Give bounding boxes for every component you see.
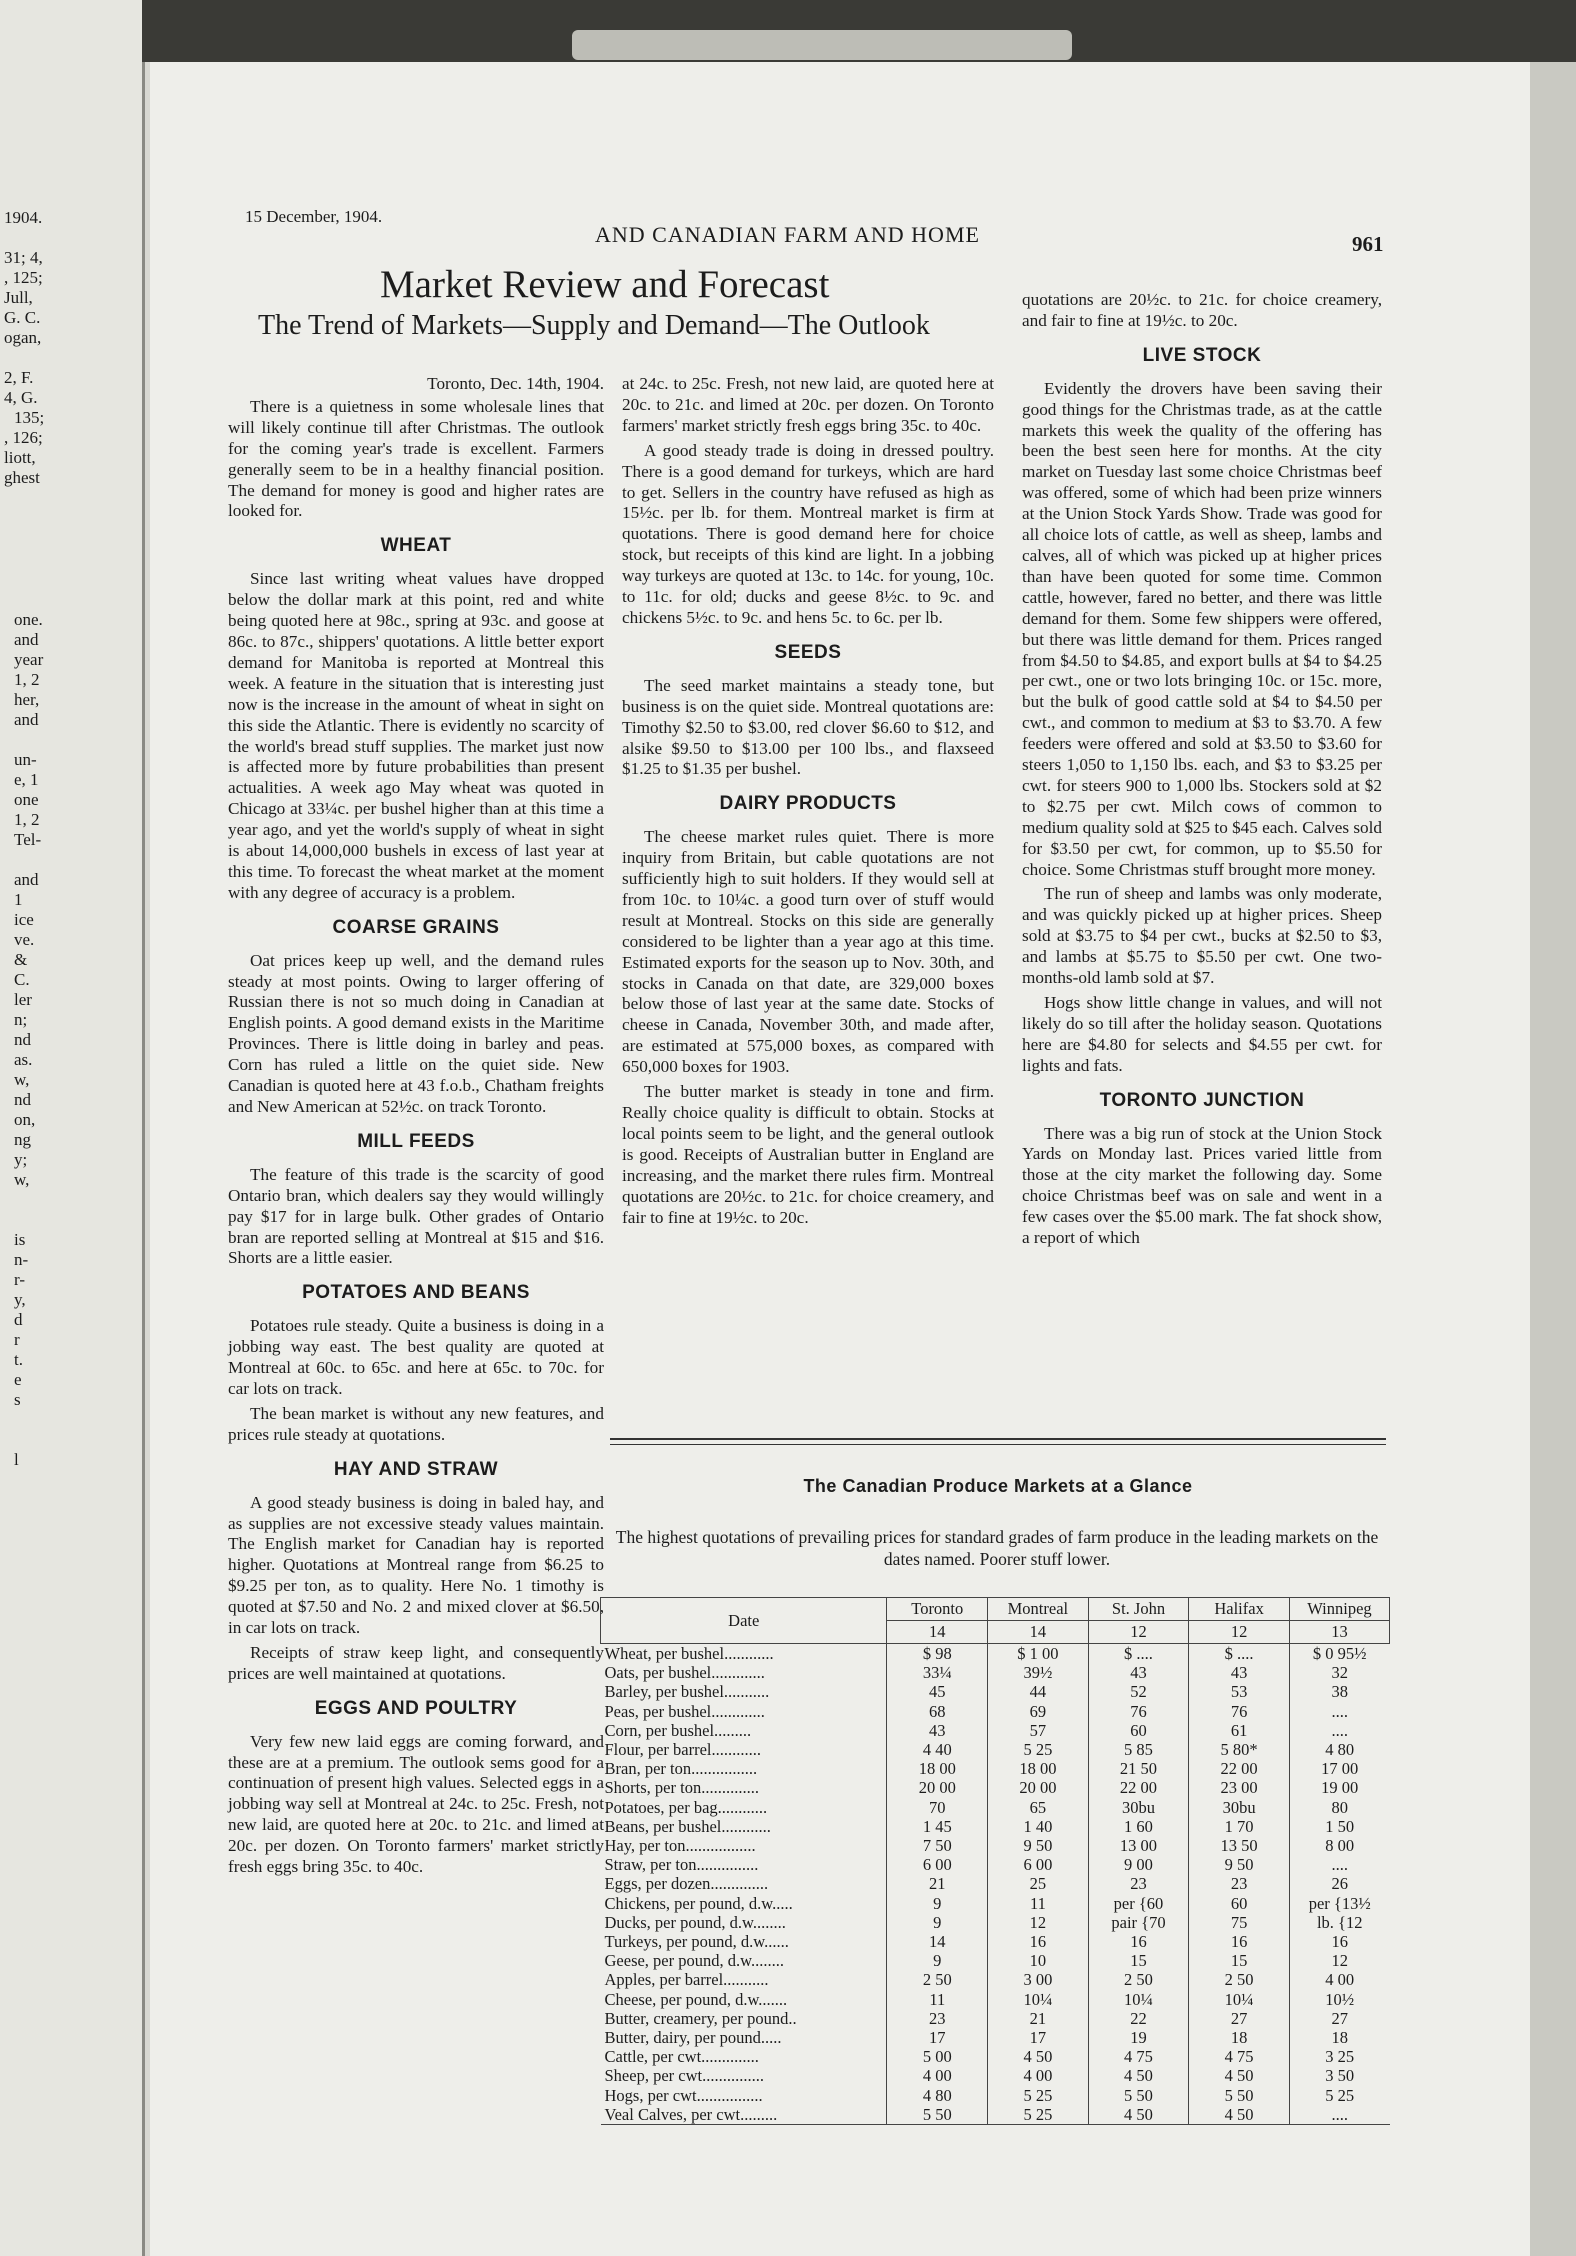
previous-page-fragment: year bbox=[14, 650, 44, 669]
table-row bbox=[601, 1990, 1390, 2009]
row-label: Straw, per ton............... bbox=[604, 1855, 759, 1875]
price-cell: 21 bbox=[887, 1874, 988, 1893]
market-date: 12 bbox=[1088, 1621, 1189, 1644]
row-label: Cheese, per pound, d.w....... bbox=[604, 1989, 788, 2009]
market-header: Winnipeg bbox=[1289, 1598, 1389, 1621]
header-date: 15 December, 1904. bbox=[245, 207, 383, 226]
price-cell: 4 00 bbox=[988, 2066, 1089, 2085]
previous-page-fragment: w, bbox=[14, 1170, 30, 1189]
price-cell: 14 bbox=[887, 1932, 988, 1951]
price-rows bbox=[601, 1644, 1390, 2125]
previous-page-fragment: on, bbox=[14, 1110, 36, 1129]
table-row bbox=[601, 1721, 1390, 1740]
butter-paragraph-continued: quotations are 20½c. to 21c. for choice creamery, and fair to fine at 19½c. to 20c. bbox=[1022, 290, 1382, 330]
price-cell: 21 50 bbox=[1088, 1759, 1189, 1778]
price-cell: 13 50 bbox=[1189, 1836, 1290, 1855]
price-cell: 5 25 bbox=[988, 2086, 1089, 2105]
row-label: Sheep, per cwt............... bbox=[604, 2066, 764, 2086]
price-cell: 38 bbox=[1289, 1682, 1389, 1701]
price-cell: 76 bbox=[1189, 1702, 1290, 1721]
table-note: The highest quotations of prevailing prices for standard grades of farm produce in the leading markets on the dates named. Poorer stuff lower. bbox=[615, 1527, 1379, 1569]
price-cell: 1 40 bbox=[988, 1817, 1089, 1836]
price-cell: 23 bbox=[1189, 1874, 1290, 1893]
row-label: Beans, per bushel............ bbox=[604, 1816, 771, 1836]
table-row bbox=[601, 1682, 1390, 1701]
price-cell: 5 85 bbox=[1088, 1740, 1189, 1759]
previous-page-fragment: e, 1 bbox=[14, 770, 39, 789]
price-cell: 16 bbox=[1289, 1932, 1389, 1951]
row-label: Flour, per barrel............ bbox=[604, 1740, 762, 1760]
previous-page-fragment: & bbox=[14, 950, 28, 969]
row-label: Geese, per pound, d.w........ bbox=[604, 1951, 784, 1971]
table-row bbox=[601, 1855, 1390, 1874]
previous-page-fragment: 1, 2 bbox=[14, 670, 40, 689]
market-date: 14 bbox=[988, 1621, 1089, 1644]
previous-page-fragment: y; bbox=[14, 1150, 28, 1169]
row-label: Butter, creamery, per pound.. bbox=[604, 2008, 797, 2028]
price-cell: 33¼ bbox=[887, 1663, 988, 1682]
column-3 bbox=[1022, 290, 1382, 1253]
price-cell: 16 bbox=[1189, 1932, 1290, 1951]
price-cell: 10¼ bbox=[1189, 1990, 1290, 2009]
price-cell: 52 bbox=[1088, 1682, 1189, 1701]
sheep-paragraph: The run of sheep and lambs was only moderate, and was quickly picked up at higher prices. Sheep sold at $3.75 to $4 per cwt., bucks at $2.50 to $3, and lambs at $5.75 to $5.50 per cwt. One two-months-old lamb sold at $7. bbox=[1022, 884, 1382, 988]
price-cell: 25 bbox=[988, 1874, 1089, 1893]
table-row bbox=[601, 2086, 1390, 2105]
price-cell: 17 bbox=[887, 2028, 988, 2047]
table-row bbox=[601, 1644, 1390, 1664]
row-label: Wheat, per bushel............ bbox=[604, 1644, 774, 1663]
price-cell: 61 bbox=[1189, 1721, 1290, 1740]
price-cell: 8 00 bbox=[1289, 1836, 1389, 1855]
price-cell: 53 bbox=[1189, 1682, 1290, 1701]
scan-right-edge bbox=[1530, 62, 1576, 2256]
previous-page-fragment: G. C. bbox=[4, 308, 41, 327]
price-cell: .... bbox=[1289, 1721, 1389, 1740]
price-cell: 9 bbox=[887, 1894, 988, 1913]
price-cell: 4 50 bbox=[1088, 2066, 1189, 2085]
previous-page-fragment: liott, bbox=[4, 448, 36, 467]
price-cell: 12 bbox=[1289, 1951, 1389, 1970]
price-cell: 23 bbox=[1088, 1874, 1189, 1893]
section-heading-coarse-grains: COARSE GRAINS bbox=[332, 916, 500, 938]
previous-page-fragment: nd bbox=[14, 1030, 31, 1049]
price-cell: 19 bbox=[1088, 2028, 1189, 2047]
table-top-rule bbox=[610, 1438, 1386, 1445]
previous-page-fragment: her, bbox=[14, 690, 40, 709]
table-row bbox=[601, 1759, 1390, 1778]
previous-page-fragment: e bbox=[14, 1370, 22, 1389]
price-cell: 5 25 bbox=[988, 1740, 1089, 1759]
price-cell: 9 bbox=[887, 1913, 988, 1932]
price-cell: 26 bbox=[1289, 1874, 1389, 1893]
table-row bbox=[601, 2009, 1390, 2028]
previous-page-fragment: and bbox=[14, 630, 39, 649]
row-label: Turkeys, per pound, d.w...... bbox=[604, 1932, 789, 1952]
table-row bbox=[601, 2028, 1390, 2047]
price-cell: 16 bbox=[1088, 1932, 1189, 1951]
price-cell: 32 bbox=[1289, 1663, 1389, 1682]
eggs-paragraph-continued: at 24c. to 25c. Fresh, not new laid, are quoted here at 20c. to 21c. and limed at 20c. per dozen. On Toronto farmers' market strictly fresh eggs bring 35c. to 40c. bbox=[622, 374, 994, 435]
price-cell: 17 bbox=[988, 2028, 1089, 2047]
price-cell: 17 00 bbox=[1289, 1759, 1389, 1778]
previous-page-fragment: Tel- bbox=[14, 830, 42, 849]
previous-page-fragment: ogan, bbox=[4, 328, 42, 347]
price-cell: 18 00 bbox=[887, 1759, 988, 1778]
price-cell: 12 bbox=[988, 1913, 1089, 1932]
previous-page-fragment: 1 bbox=[14, 890, 23, 909]
price-cell: 16 bbox=[988, 1932, 1089, 1951]
market-header: Halifax bbox=[1189, 1598, 1290, 1621]
price-cell: 3 50 bbox=[1289, 2066, 1389, 2085]
price-cell: 9 bbox=[887, 1951, 988, 1970]
price-cell: 4 50 bbox=[1189, 2105, 1290, 2125]
header-title: AND CANADIAN FARM AND HOME bbox=[595, 222, 980, 247]
table-row bbox=[601, 2105, 1390, 2125]
beans-paragraph: The bean market is without any new features, and prices rule steady at quotations. bbox=[228, 1403, 604, 1444]
section-heading-dairy: DAIRY PRODUCTS bbox=[719, 793, 897, 815]
price-cell: 4 50 bbox=[1189, 2066, 1290, 2085]
price-cell: 3 25 bbox=[1289, 2047, 1389, 2066]
table-title: The Canadian Produce Markets at a Glance bbox=[803, 1476, 1193, 1496]
price-cell: 9 50 bbox=[988, 1836, 1089, 1855]
table-row bbox=[601, 1778, 1390, 1797]
price-cell: 60 bbox=[1189, 1894, 1290, 1913]
previous-page-fragment: y, bbox=[14, 1290, 26, 1309]
price-cell: 11 bbox=[988, 1894, 1089, 1913]
row-label: Chickens, per pound, d.w..... bbox=[604, 1893, 793, 1913]
market-header: Toronto bbox=[887, 1598, 988, 1621]
price-cell: per {60 bbox=[1088, 1894, 1189, 1913]
cheese-paragraph: The cheese market rules quiet. There is more inquiry from Britain, but cable quotations are not sufficiently high to suit holders. If they would sell at from 10c. to 10¼c. a good turn over of stuff would result at Montreal. Stocks on this side are generally considered to be lighter than a year ago at this time. Estimated exports for the season up to Nov. 30th, and stocks in Canada on that date, are 329,000 boxes below those of last year at the same date. Stocks of cheese in Canada, November 30th, and made after, are estimated at 575,000 boxes, as compared with 650,000 boxes for 1903. bbox=[622, 827, 994, 1077]
row-label: Shorts, per ton.............. bbox=[604, 1778, 759, 1798]
price-cell: .... bbox=[1289, 2105, 1389, 2125]
produce-price-table bbox=[600, 1597, 1390, 2125]
article-title: Market Review and Forecast bbox=[380, 263, 830, 306]
section-heading-toronto-junction: TORONTO JUNCTION bbox=[1099, 1089, 1305, 1111]
market-date: 12 bbox=[1189, 1621, 1290, 1644]
price-cell: 30bu bbox=[1189, 1798, 1290, 1817]
price-cell: 65 bbox=[988, 1798, 1089, 1817]
previous-page-fragment: s bbox=[14, 1390, 21, 1409]
price-cell: 68 bbox=[887, 1702, 988, 1721]
price-cell: 5 25 bbox=[988, 2105, 1089, 2125]
price-cell: 5 50 bbox=[1088, 2086, 1189, 2105]
row-label: Ducks, per pound, d.w........ bbox=[604, 1912, 786, 1932]
previous-page-fragment: ler bbox=[14, 990, 32, 1009]
previous-page-fragment: un- bbox=[14, 750, 37, 769]
scan-tape bbox=[572, 30, 1072, 60]
row-label: Potatoes, per bag............ bbox=[604, 1797, 768, 1817]
coarse-grains-paragraph: Oat prices keep up well, and the demand rules steady at most points. Owing to larger offering of Russian there is not so much doing in Canadian at English points. A good demand exists in the Maritime Provinces. There is little doing in barley and peas. Corn has ruled a little on the quiet side. New Canadian is quoted here at 43 f.o.b., Chatham freights and New American at 52½c. on track Toronto. bbox=[228, 950, 604, 1116]
price-cell: 11 bbox=[887, 1990, 988, 2009]
table-row bbox=[601, 1740, 1390, 1759]
price-cell: 10½ bbox=[1289, 1990, 1389, 2009]
poultry-paragraph: A good steady trade is doing in dressed poultry. There is a good demand for turkeys, which are hard to get. Sellers in the country have refused as high as 15½c. per lb. for them. Montreal market is firm at quotations. There is good demand here for choice stock, but receipts of this kind are light. In a jobbing way turkeys are quoted at 13c. to 14c. for young, 10c. to 11c. for old; ducks and geese 8½c. to 9c. and chickens 5½c. to 9c. and hens 5c. to 6c. per lb. bbox=[622, 440, 994, 627]
price-cell: 3 00 bbox=[988, 1970, 1089, 1989]
column-1 bbox=[228, 374, 604, 1877]
price-cell: 10¼ bbox=[1088, 1990, 1189, 2009]
price-cell: 19 00 bbox=[1289, 1778, 1389, 1797]
price-cell: 1 50 bbox=[1289, 1817, 1389, 1836]
row-label: Hay, per ton................. bbox=[604, 1836, 756, 1856]
price-cell: 15 bbox=[1189, 1951, 1290, 1970]
price-cell: 5 50 bbox=[887, 2105, 988, 2125]
previous-page-fragment: nd bbox=[14, 1090, 31, 1109]
table-row bbox=[601, 2047, 1390, 2066]
price-cell: per {13½ bbox=[1289, 1894, 1389, 1913]
price-cell: 6 00 bbox=[988, 1855, 1089, 1874]
price-cell: 4 50 bbox=[1088, 2105, 1189, 2125]
price-cell: 76 bbox=[1088, 1702, 1189, 1721]
column-2 bbox=[622, 374, 994, 1227]
price-cell: 4 75 bbox=[1088, 2047, 1189, 2066]
previous-page-fragment: t. bbox=[14, 1350, 23, 1369]
eggs-paragraph: Very few new laid eggs are coming forward, and these are at a premium. The outlook sems good for a continuation of present high values. Selected eggs in a jobbing way sell at Montreal at 24c. to 25c. Fresh, not new laid, are quoted here at 20c. to 21c. and limed at 20c. per dozen. On Toronto farmers' market strictly fresh eggs bring 35c. to 40c. bbox=[228, 1731, 604, 1877]
row-label: Barley, per bushel........... bbox=[604, 1682, 770, 1702]
price-cell: 5 00 bbox=[887, 2047, 988, 2066]
article-subtitle: The Trend of Markets—Supply and Demand—The Outlook bbox=[258, 310, 930, 341]
previous-page-fragment: n- bbox=[14, 1250, 29, 1269]
price-cell: $ 0 95½ bbox=[1289, 1644, 1389, 1664]
date-column-header: Date bbox=[601, 1598, 887, 1644]
previous-page-fragment: 1904. bbox=[4, 208, 43, 227]
price-cell: 4 00 bbox=[1289, 1970, 1389, 1989]
price-cell: 22 00 bbox=[1189, 1759, 1290, 1778]
price-cell: 1 45 bbox=[887, 1817, 988, 1836]
price-cell: 13 00 bbox=[1088, 1836, 1189, 1855]
potatoes-paragraph: Potatoes rule steady. Quite a business is doing in a jobbing way east. The best quality are quoted at Montreal at 60c. to 65c. and here at 65c. to 70c. for car lots on track. bbox=[228, 1316, 604, 1398]
price-cell: 44 bbox=[988, 1682, 1089, 1701]
page-number: 961 bbox=[1352, 232, 1384, 256]
price-cell: 21 bbox=[988, 2009, 1089, 2028]
cattle-paragraph: Evidently the drovers have been saving their good things for the Christmas trade, as at the cattle markets this week the quality of the offering has been the best seen here for months. At the city market on Tuesday last some choice Christmas beef was offered, some of which had been prize winners at the Union Stock Yards Show. Trade was good for all choice lots of cattle, as well as sheep, lambs and calves, all of which was picked up at higher prices than have been quoted for some time. Common cattle, however, fared no better, and there was little demand for them. Some few shippers were offered, but there was little demand for them. Prices ranged from $4.50 to $4.85, and export bulls at $4 to $4.25 per cwt., one or two lots bringing 10c. or 15c. more, but the bulk of good cattle sold at $4 to $4.50 per cwt., and common to medium at $3 to $3.70. A few feeders were offered and sold at $3.50 to $3.60 for steers 1,050 to 1,150 lbs. each, and $3 to $3.25 per cwt. for steers 900 to 1,000 lbs. Stockers sold at $2 to $2.75 per cwt. Milch cows of common to medium quality sold at $25 to $45 each. Calves sold for $3.50 per cwt, for common, up to $5.50 for choice. Some Christmas stuff brought more money. bbox=[1022, 378, 1382, 879]
price-cell: 9 00 bbox=[1088, 1855, 1189, 1874]
row-label: Corn, per bushel......... bbox=[604, 1720, 752, 1740]
price-cell: 1 60 bbox=[1088, 1817, 1189, 1836]
table-row bbox=[601, 1702, 1390, 1721]
table-row bbox=[601, 1663, 1390, 1682]
previous-page-fragment: n; bbox=[14, 1010, 28, 1029]
section-heading-potatoes: POTATOES AND BEANS bbox=[302, 1282, 530, 1304]
price-cell: 69 bbox=[988, 1702, 1089, 1721]
price-cell: 15 bbox=[1088, 1951, 1189, 1970]
table-row bbox=[601, 1817, 1390, 1836]
previous-page-fragment: one bbox=[14, 790, 39, 809]
price-cell: pair {70 bbox=[1088, 1913, 1189, 1932]
price-cell: 4 40 bbox=[887, 1740, 988, 1759]
price-cell: 18 bbox=[1189, 2028, 1290, 2047]
section-heading-eggs: EGGS AND POULTRY bbox=[314, 1697, 518, 1719]
previous-page-fragment: and bbox=[14, 710, 39, 729]
price-cell: 57 bbox=[988, 1721, 1089, 1740]
market-header: Montreal bbox=[988, 1598, 1089, 1621]
price-cell: 9 50 bbox=[1189, 1855, 1290, 1874]
price-cell: .... bbox=[1289, 1702, 1389, 1721]
intro-paragraph: There is a quietness in some wholesale lines that will likely continue till after Christmas. The outlook for the coming year's trade is excellent. Farmers generally seem to be in a healthy financial position. The demand for money is good and higher rates are looked for. bbox=[228, 396, 604, 521]
dateline: Toronto, Dec. 14th, 1904. bbox=[427, 374, 604, 393]
table-row bbox=[601, 1874, 1390, 1893]
table-row bbox=[601, 1913, 1390, 1932]
table-row bbox=[601, 1970, 1390, 1989]
price-cell: 4 50 bbox=[988, 2047, 1089, 2066]
price-cell: 5 25 bbox=[1289, 2086, 1389, 2105]
previous-page-fragment: as. bbox=[14, 1050, 33, 1069]
price-cell: 5 80* bbox=[1189, 1740, 1290, 1759]
price-cell: 4 00 bbox=[887, 2066, 988, 2085]
row-label: Butter, dairy, per pound..... bbox=[604, 2028, 782, 2048]
table-row bbox=[601, 1932, 1390, 1951]
price-cell: .... bbox=[1289, 1855, 1389, 1874]
price-cell: 10¼ bbox=[988, 1990, 1089, 2009]
price-cell: $ 98 bbox=[887, 1644, 988, 1664]
row-label: Hogs, per cwt................ bbox=[604, 2085, 763, 2105]
price-cell: 18 bbox=[1289, 2028, 1389, 2047]
row-label: Oats, per bushel............. bbox=[604, 1663, 765, 1683]
row-label: Apples, per barrel........... bbox=[604, 1970, 769, 1990]
section-heading-hay: HAY AND STRAW bbox=[333, 1458, 499, 1480]
hogs-paragraph: Hogs show little change in values, and will not likely do so till after the holiday season. Quotations here are $4.80 for selects and $4.55 per cwt. for lights and fats. bbox=[1022, 993, 1382, 1075]
mill-feeds-paragraph: The feature of this trade is the scarcity of good Ontario bran, which dealers say they would willingly pay $17 for in large bulk. Other grades of Ontario bran are reported selling at Montreal at $15 and $16. Shorts are a little easier. bbox=[228, 1164, 604, 1268]
previous-page-fragment: 4, G. bbox=[4, 388, 38, 407]
previous-page-fragment: 1, 2 bbox=[14, 810, 40, 829]
section-heading-wheat: WHEAT bbox=[380, 535, 452, 557]
seeds-paragraph: The seed market maintains a steady tone, but business is on the quiet side. Montreal quotations are: Timothy $2.50 to $3.00, red clover $6.60 to $12, and alsike $9.50 to $13.00 per 100 lbs., and flaxseed $1.25 to $1.35 per bushel. bbox=[622, 675, 994, 779]
row-label: Veal Calves, per cwt......... bbox=[601, 2105, 887, 2125]
previous-page-fragment: d bbox=[14, 1310, 23, 1329]
price-cell: 75 bbox=[1189, 1913, 1290, 1932]
price-cell: 23 00 bbox=[1189, 1778, 1290, 1797]
previous-page-fragment: Jull, bbox=[4, 288, 33, 307]
section-heading-seeds: SEEDS bbox=[774, 641, 842, 663]
table-row bbox=[601, 1798, 1390, 1817]
previous-page-fragment: w, bbox=[14, 1070, 30, 1089]
price-cell: 2 50 bbox=[1189, 1970, 1290, 1989]
butter-paragraph: The butter market is steady in tone and firm. Really choice quality is difficult to obtain. Stocks at local points seem to be light, and the general outlook is good. Receipts of Australian butter in England are increasing, and the market there rules firm. Montreal quotations are 20½c. to 21c. for choice creamery, and fair to fine at 19½c. to 20c. bbox=[622, 1082, 994, 1227]
price-cell: 18 00 bbox=[988, 1759, 1089, 1778]
price-cell: 45 bbox=[887, 1682, 988, 1701]
previous-page-fragment: 31; 4, bbox=[4, 248, 43, 267]
previous-page-fragment: 135; bbox=[14, 408, 45, 427]
price-cell: 23 bbox=[887, 2009, 988, 2028]
table-row bbox=[601, 2066, 1390, 2085]
price-cell: $ .... bbox=[1189, 1644, 1290, 1664]
straw-paragraph: Receipts of straw keep light, and consequently prices are well maintained at quotations. bbox=[228, 1642, 604, 1683]
table-row bbox=[601, 1836, 1390, 1855]
previous-page-fragment: ve. bbox=[14, 930, 35, 949]
price-cell: 20 00 bbox=[887, 1778, 988, 1797]
wheat-paragraph: Since last writing wheat values have dropped below the dollar mark at this point, red and white being quoted here at 98c., spring at 93c. and goose at 86c. to 87c., shippers' quotations. A little better export demand for Manitoba is reported at Montreal this week. A feature in the situation that is interesting just now is the increase in the amount of wheat in sight on this side the Atlantic. There is evidently no scarcity of the world's bread stuff supplies. The market just now is affected more by future probabilities than present actualities. A week ago May wheat was quoted in Chicago at 33¼c. per bushel higher than at this time a year ago, and yet the world's supply of wheat in sight is about 14,000,000 bushels in excess of last year at this time. To forecast the wheat market at the moment with any degree of accuracy is a problem. bbox=[228, 569, 604, 902]
previous-page-fragment: , 126; bbox=[4, 428, 43, 447]
previous-page-fragment: 2, F. bbox=[4, 368, 34, 387]
market-header: St. John bbox=[1088, 1598, 1189, 1621]
market-date: 14 bbox=[887, 1621, 988, 1644]
row-label: Bran, per ton................ bbox=[604, 1759, 758, 1779]
price-cell: 27 bbox=[1289, 2009, 1389, 2028]
junction-paragraph: There was a big run of stock at the Union Stock Yards on Monday last. Prices varied little from those at the city market the following day. Some choice Christmas beef was on sale and went in a few cases over the $5.00 mark. The fat shock show, a report of which bbox=[1022, 1123, 1382, 1248]
previous-page-fragment: ice bbox=[14, 910, 34, 929]
price-cell: 22 bbox=[1088, 2009, 1189, 2028]
previous-page-fragment: is bbox=[14, 1230, 26, 1249]
section-heading-mill-feeds: MILL FEEDS bbox=[357, 1130, 475, 1152]
previous-page-fragment: ghest bbox=[4, 468, 40, 487]
row-label: Eggs, per dozen.............. bbox=[604, 1874, 769, 1894]
price-cell: 43 bbox=[887, 1721, 988, 1740]
price-cell: 7 50 bbox=[887, 1836, 988, 1855]
price-cell: 30bu bbox=[1088, 1798, 1189, 1817]
price-cell: $ 1 00 bbox=[988, 1644, 1089, 1664]
price-cell: 39½ bbox=[988, 1663, 1089, 1682]
price-cell: lb. {12 bbox=[1289, 1913, 1389, 1932]
price-cell: 2 50 bbox=[887, 1970, 988, 1989]
price-cell: 27 bbox=[1189, 2009, 1290, 2028]
price-cell: 10 bbox=[988, 1951, 1089, 1970]
price-cell: 6 00 bbox=[887, 1855, 988, 1874]
price-cell: $ .... bbox=[1088, 1644, 1189, 1664]
row-label: Peas, per bushel............. bbox=[604, 1701, 765, 1721]
previous-page-fragment: and bbox=[14, 870, 39, 889]
section-heading-live-stock: LIVE STOCK bbox=[1142, 344, 1262, 366]
market-date: 13 bbox=[1289, 1621, 1389, 1644]
row-label: Cattle, per cwt.............. bbox=[604, 2047, 759, 2067]
price-cell: 4 80 bbox=[887, 2086, 988, 2105]
scan-top-edge bbox=[142, 0, 1576, 62]
price-cell: 2 50 bbox=[1088, 1970, 1189, 1989]
table-row bbox=[601, 1951, 1390, 1970]
price-cell: 43 bbox=[1088, 1663, 1189, 1682]
previous-page-fragment: C. bbox=[14, 970, 30, 989]
hay-paragraph: A good steady business is doing in baled hay, and as supplies are not excessive steady values maintain. The English market for Canadian hay is reported higher. Quotations at Montreal range from $6.25 to $9.25 per ton, as to quality. Here No. 1 timothy is quoted at $7.50 and No. 2 and mixed clover at $6.50, in car lots on track. bbox=[228, 1492, 604, 1638]
price-cell: 43 bbox=[1189, 1663, 1290, 1682]
price-cell: 70 bbox=[887, 1798, 988, 1817]
price-cell: 4 80 bbox=[1289, 1740, 1389, 1759]
price-cell: 1 70 bbox=[1189, 1817, 1290, 1836]
price-cell: 80 bbox=[1289, 1798, 1389, 1817]
previous-page-fragment: r- bbox=[14, 1270, 25, 1289]
previous-page-fragment: one. bbox=[14, 610, 43, 629]
table-row bbox=[601, 1894, 1390, 1913]
previous-page-fragment: r bbox=[14, 1330, 20, 1349]
previous-page-fragment: , 125; bbox=[4, 268, 43, 287]
previous-page-edge bbox=[0, 0, 145, 2256]
price-cell: 20 00 bbox=[988, 1778, 1089, 1797]
previous-page-fragment: ng bbox=[14, 1130, 31, 1149]
price-cell: 60 bbox=[1088, 1721, 1189, 1740]
price-cell: 4 75 bbox=[1189, 2047, 1290, 2066]
price-cell: 5 50 bbox=[1189, 2086, 1290, 2105]
price-cell: 22 00 bbox=[1088, 1778, 1189, 1797]
previous-page-fragment: l bbox=[14, 1450, 19, 1469]
